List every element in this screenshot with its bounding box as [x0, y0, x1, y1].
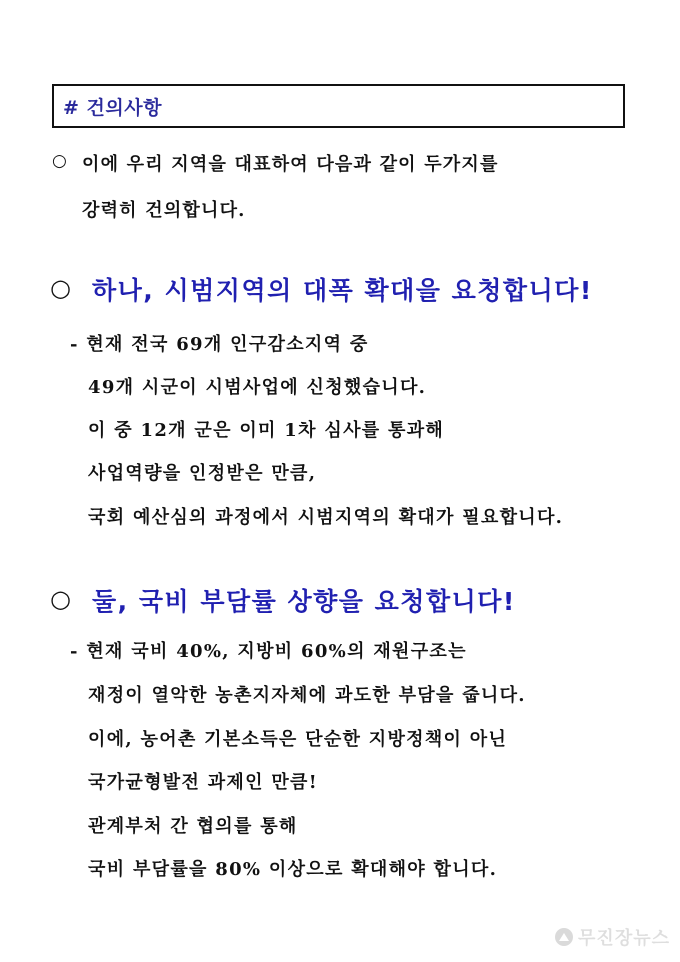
section1-line-1: - 현재 전국 69개 인구감소지역 중	[70, 334, 369, 355]
section2-line-1: - 현재 국비 40%, 지방비 60%의 재원구조는	[70, 641, 467, 662]
mountain-logo-icon	[555, 928, 573, 946]
section2-line-4: 국가균형발전 과제인 만큼!	[88, 772, 318, 793]
header-box	[52, 84, 625, 128]
watermark	[555, 924, 670, 950]
intro-line-2: 강력히 건의합니다.	[82, 200, 246, 221]
watermark-text: 무진장뉴스	[578, 928, 670, 949]
section2-line-5: 관계부처 간 협의를 통해	[88, 816, 298, 837]
section1-line-3: 이 중 12개 군은 이미 1차 심사를 통과해	[88, 420, 445, 441]
intro-line-1: 이에 우리 지역을 대표하여 다음과 같이 두가지를	[82, 154, 499, 175]
section2-line-2: 재정이 열악한 농촌지자체에 과도한 부담을 줍니다.	[88, 685, 526, 706]
section2-line-6: 국비 부담률을 80% 이상으로 확대해야 합니다.	[88, 859, 498, 880]
page-title: # 건의사항	[63, 96, 162, 119]
section2-line-3: 이에, 농어촌 기본소득은 단순한 지방정책이 아닌	[88, 729, 508, 750]
section1-line-4: 사업역량을 인정받은 만큼,	[88, 463, 317, 484]
section1-line-5: 국회 예산심의 과정에서 시범지역의 확대가 필요합니다.	[88, 507, 564, 528]
section1-bullet: ○	[50, 274, 71, 302]
section1-line-2: 49개 시군이 시범사업에 신청했습니다.	[88, 377, 427, 398]
section1-title: 하나, 시범지역의 대폭 확대을 요청합니다!	[92, 276, 593, 305]
section2-bullet: ○	[50, 585, 71, 613]
intro-bullet: ○	[52, 151, 67, 171]
section2-title: 둘, 국비 부담률 상향을 요청합니다!	[92, 587, 516, 616]
